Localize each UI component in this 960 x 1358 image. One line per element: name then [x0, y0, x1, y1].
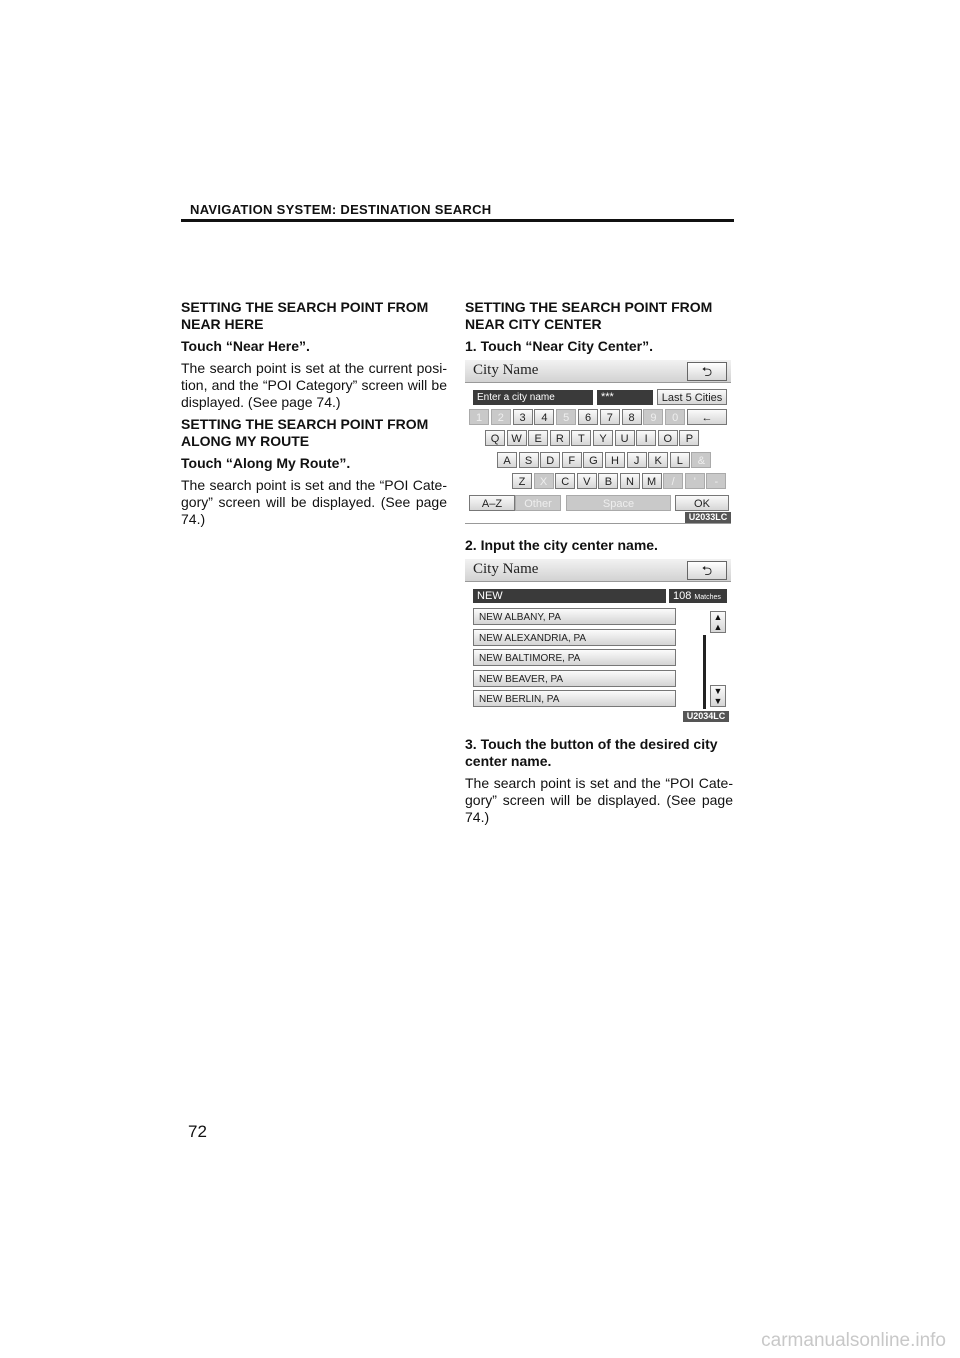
figure-code: U2034LC: [683, 711, 729, 722]
left-column: [181, 299, 447, 533]
back-arrow-icon: ⮌: [701, 364, 713, 379]
paragraph-along-route: The search point is set and the “POI Cate- gory” screen will be displayed. (See page 74.): [181, 477, 447, 527]
key-row1-9[interactable]: P: [679, 430, 699, 446]
key-row1-3[interactable]: R: [550, 430, 570, 446]
right-column-bottom: [465, 736, 733, 831]
scroll-track[interactable]: [703, 635, 706, 709]
city-list-item[interactable]: NEW BEAVER, PA: [473, 670, 676, 687]
city-list-item[interactable]: NEW BERLIN, PA: [473, 690, 676, 707]
query-field: NEW: [473, 589, 666, 603]
backspace-button[interactable]: [687, 409, 727, 425]
right-column-top: [465, 299, 733, 360]
key-row3-8[interactable]: ': [685, 473, 705, 489]
page-down-button[interactable]: [710, 685, 726, 707]
key-row1-2[interactable]: E: [528, 430, 548, 446]
key-row2-1[interactable]: S: [519, 452, 539, 468]
left-arrow-icon: ←: [701, 412, 713, 424]
step-3: 3. Touch the button of the desired city center name.: [465, 736, 718, 769]
section-heading-city-center: SETTING THE SEARCH POINT FROM NEAR CITY CENTER: [465, 299, 713, 332]
title-bar: [465, 360, 731, 383]
key-row2-7[interactable]: K: [648, 452, 668, 468]
match-count: [669, 589, 727, 603]
key-row3-9[interactable]: -: [706, 473, 726, 489]
key-row3-6[interactable]: M: [642, 473, 662, 489]
instruction-near-here: Touch “Near Here”.: [181, 338, 310, 354]
key-row1-6[interactable]: U: [615, 430, 635, 446]
city-list-item[interactable]: NEW ALBANY, PA: [473, 608, 676, 625]
a-z-button[interactable]: A–Z: [469, 495, 515, 511]
other-button[interactable]: Other: [515, 495, 561, 511]
key-row3-5[interactable]: N: [620, 473, 640, 489]
key-row2-2[interactable]: D: [540, 452, 560, 468]
step-2-block: [465, 537, 733, 559]
header-rule: [181, 219, 734, 222]
city-name-list-screenshot: [465, 559, 731, 722]
key-row1-4[interactable]: T: [571, 430, 591, 446]
paragraph-city-center: The search point is set and the “POI Cate- gory” screen will be displayed. (See page 74.): [465, 775, 733, 825]
running-header: NAVIGATION SYSTEM: DESTINATION SEARCH: [190, 202, 492, 217]
ok-button[interactable]: OK: [675, 495, 729, 511]
city-name-input[interactable]: Enter a city name: [473, 390, 593, 405]
key-digits-4[interactable]: 5: [556, 409, 576, 425]
last-5-cities-button[interactable]: Last 5 Cities: [657, 389, 727, 405]
city-list-item[interactable]: NEW BALTIMORE, PA: [473, 649, 676, 666]
key-digits-3[interactable]: 4: [534, 409, 554, 425]
key-row3-1[interactable]: X: [534, 473, 554, 489]
key-row1-7[interactable]: I: [636, 430, 656, 446]
key-row3-7[interactable]: /: [663, 473, 683, 489]
key-row2-0[interactable]: A: [497, 452, 517, 468]
screen-title: City Name: [473, 561, 539, 577]
match-count-number: 108: [673, 590, 692, 602]
key-digits-0[interactable]: 1: [469, 409, 489, 425]
back-button[interactable]: [687, 362, 727, 381]
watermark: carmanualsonline.info: [761, 1330, 946, 1351]
figure-code: U2033LC: [685, 512, 731, 523]
key-row3-2[interactable]: C: [555, 473, 575, 489]
key-row1-8[interactable]: O: [658, 430, 678, 446]
key-digits-9[interactable]: 0: [665, 409, 685, 425]
key-row3-3[interactable]: V: [577, 473, 597, 489]
page-number: 72: [188, 1122, 207, 1141]
key-row2-5[interactable]: H: [605, 452, 625, 468]
key-row3-0[interactable]: Z: [512, 473, 532, 489]
back-button[interactable]: [687, 561, 727, 580]
title-bar: [465, 559, 731, 582]
key-row1-1[interactable]: W: [507, 430, 527, 446]
step-2: 2. Input the city center name.: [465, 537, 658, 553]
key-row2-8[interactable]: L: [670, 452, 690, 468]
section-heading-along-route: SETTING THE SEARCH POINT FROM ALONG MY ROUTE: [181, 416, 429, 449]
city-name-keyboard-screenshot: [465, 360, 731, 524]
screen-title: City Name: [473, 362, 539, 378]
wildcard-field: ***: [597, 390, 653, 405]
key-row2-9[interactable]: &: [691, 452, 711, 468]
key-row2-6[interactable]: J: [627, 452, 647, 468]
key-digits-6[interactable]: 7: [600, 409, 620, 425]
key-row2-3[interactable]: F: [562, 452, 582, 468]
back-arrow-icon: ⮌: [701, 563, 713, 578]
section-heading-near-here: SETTING THE SEARCH POINT FROM NEAR HERE: [181, 299, 429, 332]
step-1: 1. Touch “Near City Center”.: [465, 338, 654, 354]
double-up-arrow-icon: ▲ ▲: [713, 612, 723, 632]
city-list-item[interactable]: NEW ALEXANDRIA, PA: [473, 629, 676, 646]
match-count-label: Matches: [694, 594, 721, 601]
paragraph-near-here: The search point is set at the current posi- tion, and the “POI Category” screen will be displayed. (See page 74.): [181, 360, 447, 410]
key-digits-2[interactable]: 3: [513, 409, 533, 425]
key-row1-0[interactable]: Q: [485, 430, 505, 446]
page-up-button[interactable]: [710, 611, 726, 633]
key-digits-7[interactable]: 8: [622, 409, 642, 425]
key-digits-8[interactable]: 9: [643, 409, 663, 425]
key-row3-4[interactable]: B: [598, 473, 618, 489]
key-digits-5[interactable]: 6: [578, 409, 598, 425]
key-row2-4[interactable]: G: [583, 452, 603, 468]
double-down-arrow-icon: ▼ ▼: [713, 686, 723, 706]
key-digits-1[interactable]: 2: [491, 409, 511, 425]
space-button[interactable]: Space: [566, 495, 671, 511]
key-row1-5[interactable]: Y: [593, 430, 613, 446]
instruction-along-route: Touch “Along My Route”.: [181, 455, 351, 471]
